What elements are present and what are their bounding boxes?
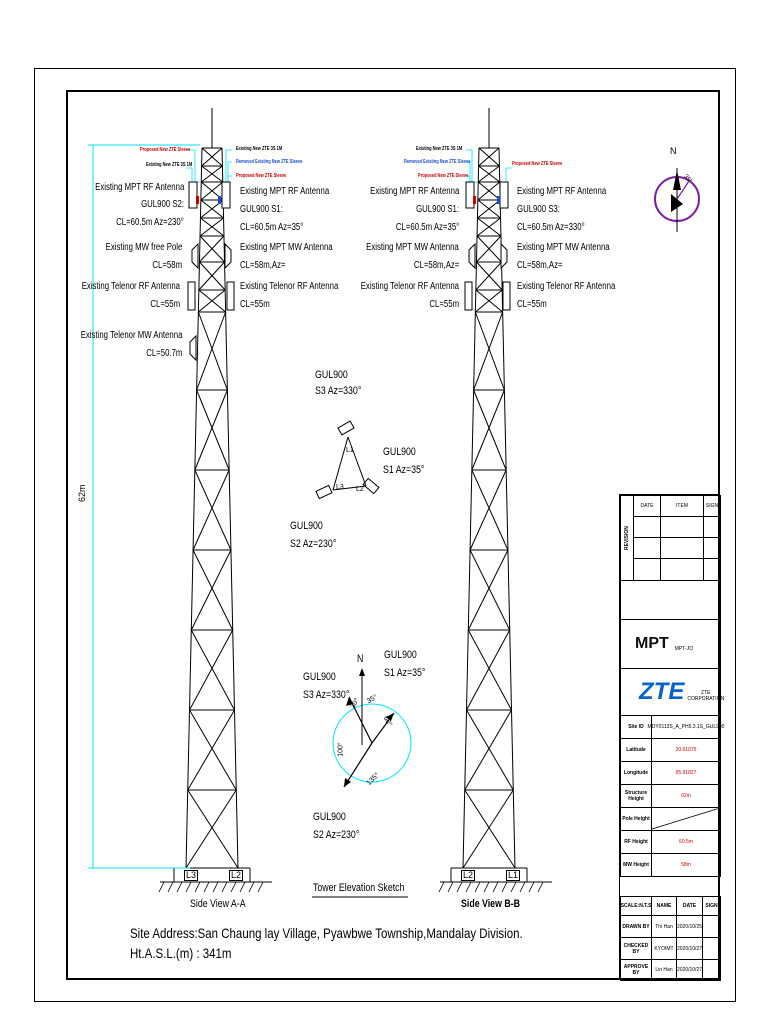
info-key: Pole Height (620, 807, 652, 831)
sign-signature (702, 959, 721, 981)
ground-hatch-line (168, 882, 173, 892)
tower-brace-line (472, 470, 508, 550)
azimuth-s3-az: S3 Az=330° (303, 689, 350, 701)
plan-s3-name: GUL900 (315, 369, 348, 381)
left-tower-structure (174, 108, 250, 882)
left-tower-rlabel-2a: Existing MPT MW Antenna (240, 242, 333, 253)
sign-header: SIGN (702, 896, 721, 916)
tower-brace-line (198, 312, 227, 390)
sign-date: 2020/10/25 (676, 915, 703, 938)
info-value: MDY0113S_A_PH5.3.1S_GUL900 (651, 715, 721, 739)
right-tower-label-2b: CL=58m,Az= (413, 260, 459, 271)
ground-hatch-line (249, 882, 254, 892)
revision-cell (633, 516, 661, 538)
plan-leg-l2: L2 (356, 486, 364, 493)
ground-hatch-line (195, 882, 200, 892)
right-tower-rlabel-1c: CL=60.5m Az=330° (517, 222, 585, 233)
plan-leg-l3: L3 (336, 484, 344, 491)
right-existing-sleeve-label: Existing New ZTE 3S 1M (416, 146, 463, 152)
left-tower-label-4a: Existing Telenor MW Antenna (80, 330, 182, 341)
tower-brace-line (193, 470, 229, 550)
right-tower-rlabel-2a: Existing MPT MW Antenna (517, 242, 610, 253)
right-tower-leg-right: L1 (508, 870, 519, 880)
ground-hatch-line (258, 882, 263, 892)
scale-header: SCALE:N.T.S (620, 896, 652, 916)
date-header: DATE (676, 896, 703, 916)
left-existing-sleeve-right-label: Existing New ZTE 3S 1M (236, 146, 283, 152)
plan-s1-az: S1 Az=35° (383, 464, 425, 476)
zte-sub: ZTE CORPORATION (687, 690, 725, 702)
mpt-logo: MPT (635, 635, 669, 652)
left-tower-label-2a: Existing MW free Pole (105, 242, 182, 253)
left-tower-label-1a: Existing MPT RF Antenna (94, 182, 184, 193)
site-height: Ht.A.S.L.(m) : 341m (130, 945, 232, 961)
plan-s1-name: GUL900 (383, 446, 416, 458)
tower-brace-line (470, 470, 506, 550)
left-tower-rlabel-1a: Existing MPT RF Antenna (240, 186, 330, 197)
info-key: RF Height (620, 830, 652, 854)
ground-hatch-line (502, 882, 507, 892)
ground-hatch-line (439, 882, 444, 892)
right-tower-rlabel-3b: CL=55m (517, 299, 547, 310)
revision-cell (703, 537, 721, 559)
sign-date: 2020/10/27 (676, 959, 703, 981)
ground-hatch-line (177, 882, 182, 892)
tower-brace-line (468, 630, 511, 710)
ground-hatch-line (204, 882, 209, 892)
azimuth-angle-35: 35° (365, 693, 379, 706)
height-dimension-line (88, 145, 200, 868)
right-proposed-sleeve-label: Proposed New ZTE Sleeve (418, 173, 469, 179)
ground-hatch-line (222, 882, 227, 892)
azimuth-s2-az: S2 Az=230° (313, 829, 360, 841)
left-proposed-sleeve-label: Proposed New ZTE Sleeve (140, 147, 191, 153)
removed-sleeve-markers (218, 196, 500, 204)
right-tower-label-1b: GUL900 S1: (416, 204, 459, 215)
revision-date-header: DATE (633, 495, 661, 517)
ground-hatch-line (448, 882, 453, 892)
ground-hatch-line (475, 882, 480, 892)
info-value: 20.61075 (651, 738, 721, 762)
ground-hatch-line (484, 882, 489, 892)
left-tower-rlabel-1b: GUL900 S1: (240, 204, 283, 215)
left-tower-rlabel-3a: Existing Telenor RF Antenna (240, 281, 339, 292)
empty-cell-slash (652, 808, 720, 830)
left-tower-label-1b: GUL900 S2: (141, 199, 184, 210)
revision-cell (633, 558, 661, 581)
left-existing-sleeve-label: Existing New ZTE 3S 1M (146, 162, 193, 168)
info-value: 62m (651, 784, 721, 808)
left-tower-rlabel-1c: CL=60.5m Az=35° (240, 222, 304, 233)
ground-hatch-line (186, 882, 191, 892)
name-header: NAME (651, 896, 677, 916)
zte-logo: ZTE (639, 678, 685, 705)
azimuth-s1-az: S1 Az=35° (384, 667, 426, 679)
tower-brace-line (195, 470, 231, 550)
tower-brace-line (467, 630, 510, 710)
compass-north: N (670, 146, 677, 156)
right-proposed-sleeve-right-label: Proposed New ZTE Sleeve (512, 161, 563, 167)
revision-cell (703, 516, 721, 538)
azimuth-angle-135: 135° (365, 771, 381, 788)
azimuth-angle-60: 60° (381, 715, 393, 728)
info-value: 95.91827 (651, 761, 721, 785)
antenna-symbols (188, 182, 510, 360)
tower-brace-line (188, 790, 238, 868)
revision-cell (660, 537, 704, 559)
right-view-label: Side View B-B (461, 898, 521, 910)
azimuth-angle-100: 100° (337, 742, 345, 757)
sketch-title: Tower Elevation Sketch (313, 882, 405, 894)
tower-brace-line (463, 790, 513, 868)
ground-hatch-line (529, 882, 534, 892)
left-removed-sleeve-label: Removed Existing New ZTE Sleeve (236, 159, 303, 165)
azimuth-sketch (333, 668, 411, 787)
right-tower-leg-left: L2 (463, 870, 474, 880)
right-tower-rlabel-3a: Existing Telenor RF Antenna (517, 281, 616, 292)
tower-brace-line (465, 790, 515, 868)
compass-angle: 35° (682, 173, 693, 185)
ground-hatch-line (538, 882, 543, 892)
info-key: Structure Height (620, 784, 652, 808)
sign-name: Thi Han (651, 915, 677, 938)
right-tower-label-1c: CL=60.5m Az=35° (395, 222, 459, 233)
proposed-sleeve-markers (196, 196, 476, 204)
sign-role: DRAWN BY (620, 915, 652, 938)
revision-cell (703, 558, 721, 581)
sign-name: Lin Han (651, 959, 677, 981)
tower-brace-line (468, 550, 508, 630)
tower-brace-line (190, 630, 233, 710)
tower-brace-line (195, 390, 228, 470)
info-value: 60.5m (651, 830, 721, 854)
height-dimension-label: 62m (77, 484, 87, 502)
right-removed-sleeve-label: Removed Existing New ZTE Sleeve (404, 159, 471, 165)
left-tower-label-3a: Existing Telenor RF Antenna (81, 281, 180, 292)
revision-cell (660, 558, 704, 581)
azimuth-north: N (357, 653, 364, 665)
tower-brace-line (197, 312, 226, 390)
right-tower-label-1a: Existing MPT RF Antenna (369, 186, 459, 197)
tower-brace-line (193, 550, 233, 630)
right-tower-rlabel-1a: Existing MPT RF Antenna (517, 186, 607, 197)
tower-brace-line (191, 630, 234, 710)
right-tower-label-2a: Existing MPT MW Antenna (366, 242, 459, 253)
ground-hatch-line (457, 882, 462, 892)
sign-signature (702, 915, 721, 938)
sign-date: 2020/10/27 (676, 937, 703, 960)
right-tower-rlabel-2b: CL=58m,Az= (517, 260, 563, 271)
revision-label: REVISION (620, 495, 634, 581)
info-key: MW Height (620, 853, 652, 877)
info-key: Site ID (620, 715, 652, 739)
ground-hatch-line (159, 882, 164, 892)
left-tower-label-4b: CL=50.7m (145, 348, 182, 359)
site-address: Site Address:San Chaung lay Village, Pyawbwe Township,Mandalay Division. (130, 925, 523, 941)
right-tower-rlabel-1b: GUL900 S3: (517, 204, 560, 215)
mpt-sub: MPT-JO (674, 646, 694, 652)
ground-hatch-line (231, 882, 236, 892)
revision-cell (633, 537, 661, 559)
plan-s2-name: GUL900 (290, 520, 323, 532)
ground-hatch-line (240, 882, 245, 892)
left-view-label: Side View A-A (190, 898, 246, 910)
tower-brace-line (188, 710, 235, 790)
tower-brace-line (465, 710, 512, 790)
ground-hatch-line (213, 882, 218, 892)
ground-hatch-line (493, 882, 498, 892)
tower-brace-line (475, 312, 504, 390)
azimuth-angle-30: 30° (349, 697, 361, 710)
tower-brace-line (190, 710, 237, 790)
tower-brace-line (472, 390, 505, 470)
info-value: 58m (651, 853, 721, 877)
tower-brace-line (191, 550, 231, 630)
tower-brace-line (186, 790, 236, 868)
plan-s2-az: S2 Az=230° (290, 538, 337, 550)
tower-brace-line (474, 390, 507, 470)
plan-leg-l1: L1 (346, 447, 354, 454)
right-tower-structure (451, 108, 527, 882)
left-tower-label-1c: CL=60.5m Az=230° (116, 217, 184, 228)
tower-brace-line (470, 550, 510, 630)
plan-s3-az: S3 Az=330° (315, 385, 362, 397)
zte-logo-panel (620, 668, 725, 716)
mpt-logo-panel (620, 619, 721, 669)
left-tower-leg-left: L3 (186, 870, 197, 880)
right-tower-label-3b: CL=55m (429, 299, 459, 310)
revision-cell (660, 516, 704, 538)
title-block (619, 494, 725, 980)
sign-name: KYOIMT (651, 937, 677, 960)
tower-brace-line (467, 710, 514, 790)
tower-brace-line (197, 390, 230, 470)
ground-hatch-line (466, 882, 471, 892)
left-tower-label-3b: CL=55m (150, 299, 180, 310)
sign-role: APPROVE BY (620, 959, 652, 981)
north-compass (655, 168, 699, 232)
revision-item-header: ITEM (660, 495, 704, 517)
revision-sign-header: SIGN (703, 495, 721, 517)
left-tower-label-2b: CL=58m (152, 260, 182, 271)
azimuth-s1-name: GUL900 (384, 649, 417, 661)
left-tower-rlabel-2b: CL=58m,Az= (240, 260, 286, 271)
info-key: Longitude (620, 761, 652, 785)
sign-role: CHECKED BY (620, 937, 652, 960)
left-proposed-sleeve-right-label: Proposed New ZTE Sleeve (236, 173, 287, 179)
left-tower-leg-right: L2 (231, 870, 242, 880)
ground-hatch-line (511, 882, 516, 892)
azimuth-s3-name: GUL900 (303, 671, 336, 683)
azimuth-s2-name: GUL900 (313, 811, 346, 823)
plan-sketch-legs (316, 421, 379, 499)
right-tower-label-3a: Existing Telenor RF Antenna (360, 281, 459, 292)
info-key: Latitude (620, 738, 652, 762)
left-tower-rlabel-3b: CL=55m (240, 299, 270, 310)
sign-signature (702, 937, 721, 960)
tower-brace-line (474, 312, 503, 390)
blank-area (620, 580, 721, 620)
info-value (651, 807, 721, 831)
ground-hatch-line (520, 882, 525, 892)
